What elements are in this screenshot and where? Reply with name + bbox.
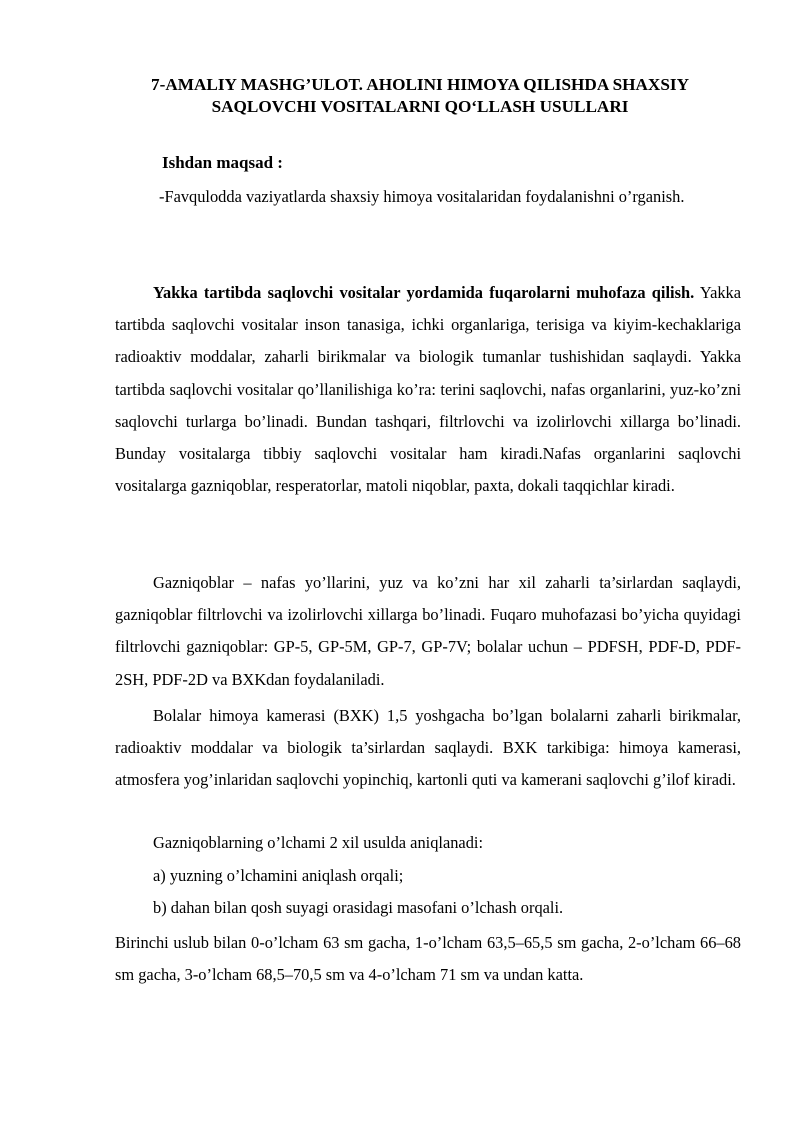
list-item-b: b) dahan bilan qosh suyagi orasidagi masofani o’lchash orqali. [153, 898, 564, 917]
list-item-a: a) yuzning o’lchamini aniqlash orqali; [153, 866, 404, 885]
paragraph-heading: Yakka tartibda saqlovchi vositalar yordamida fuqarolarni muhofaza qilish. [153, 283, 695, 302]
goal-text: -Favqulodda vaziyatlarda shaxsiy himoya vositalaridan foydalanishni o’rganish. [159, 187, 685, 206]
paragraph-individual-protection [115, 277, 741, 502]
paragraph-size-ranges: Birinchi uslub bilan 0-o’lcham 63 sm gacha, 1-o’lcham 63,5–65,5 sm gacha, 2-o’lcham 66–68 sm gacha, 3-o’lcham 68,5–70,5 sm va 4-o’lcham 71 sm va undan katta. [115, 933, 741, 985]
title-line-2: SAQLOVCHI VOSITALARNI QO‘LLASH USULLARI [211, 97, 629, 116]
goal-label: Ishdan maqsad : [162, 153, 283, 172]
paragraph-body: Yakka tartibda saqlovchi vositalar inson tanasiga, ichki organlariga, terisiga va kiyim-kechaklariga radioaktiv moddalar, zaharli birikmalar va biologik tumanlar tushishidan saqlaydi. Yakka tartibda saqlovchi vositalar qo’llanilishiga ko’ra: terini saqlovchi, nafas organlarini, yuz-ko’zni saqlovchi turlarga bo’linadi. Bundan tashqari, filtrlovchi va izolirlovchi xillarga bo’linadi. Bunday vositalarga tibbiy saqlovchi vositalar ham kiradi.Nafas organlarini saqlovchi vositalarga gazniqoblar, resperatorlar, matoli niqoblar, paxta, dokali taqqichlar kiradi. [115, 283, 742, 496]
title-line-1: 7-AMALIY MASHG’ULOT. AHOLINI HIMOYA QILISHDA SHAXSIY [151, 75, 689, 94]
paragraph-child-chamber: Bolalar himoya kamerasi (BXK) 1,5 yoshgacha bo’lgan bolalarni zaharli birikmalar, radioaktiv moddalar va biologik ta’sirlardan saqlaydi. BXK tarkibiga: himoya kamerasi, atmosfera yog’inlaridan saqlovchi yopinchiq, kartonli quti va kamerani saqlovchi g’ilof kiradi. [115, 706, 741, 790]
paragraph-gas-masks: Gazniqoblar – nafas yo’llarini, yuz va ko’zni har xil zaharli ta’sirlardan saqlaydi, gazniqoblar filtrlovchi va izolirlovchi xillarga bo’linadi. Fuqaro muhofazasi bo’yicha quyidagi filtrlovchi gazniqoblar: GP-5, GP-5M, GP-7, GP-7V; bolalar uchun – PDFSH, PDF-D, PDF-2SH, PDF-2D va BXKdan foydalaniladi. [115, 573, 741, 689]
sizes-intro: Gazniqoblarning o’lchami 2 xil usulda aniqlanadi: [153, 833, 484, 852]
page-title [100, 74, 740, 118]
